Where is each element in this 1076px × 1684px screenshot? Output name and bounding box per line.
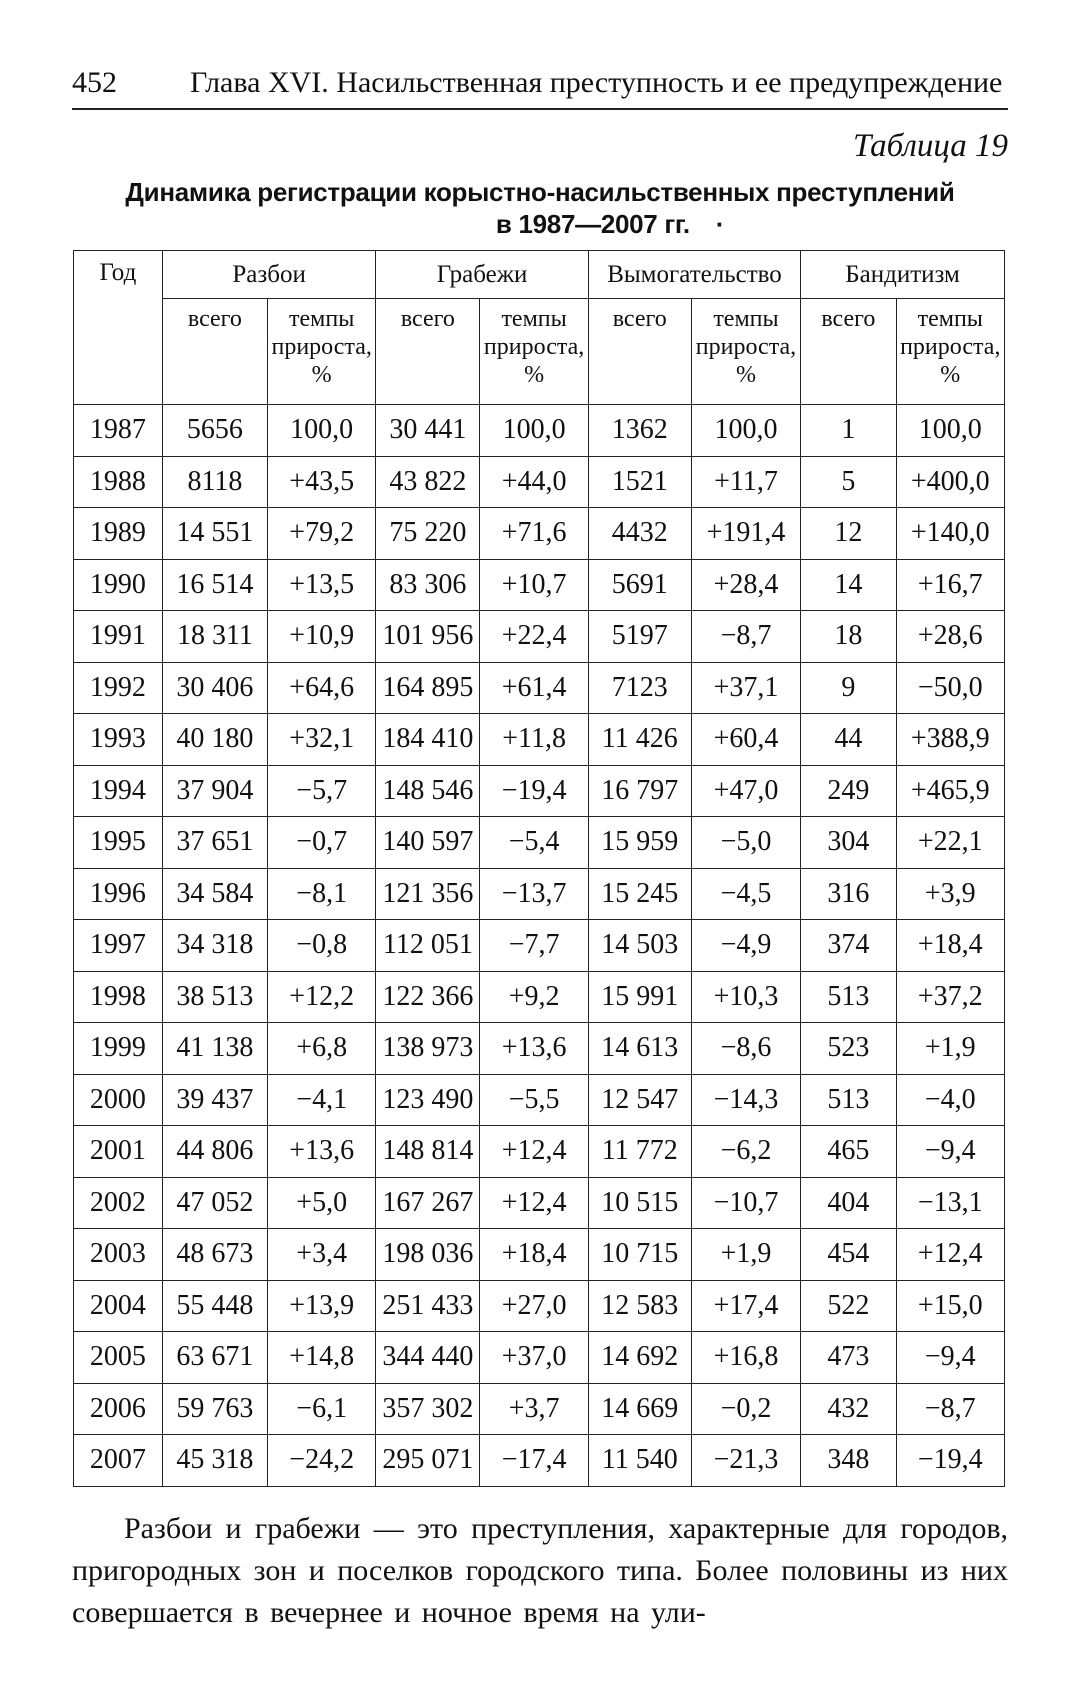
value-cell: 16 514 bbox=[162, 559, 267, 611]
value-cell: 100,0 bbox=[267, 405, 375, 457]
value-cell: +13,6 bbox=[267, 1126, 375, 1178]
group-header-banditry: Бандитизм bbox=[801, 251, 1005, 299]
value-cell: 5656 bbox=[162, 405, 267, 457]
value-cell: +191,4 bbox=[691, 508, 800, 560]
group-header-robbery: Разбои bbox=[162, 251, 376, 299]
value-cell: +27,0 bbox=[480, 1280, 588, 1332]
value-cell: 1 bbox=[801, 405, 896, 457]
value-cell: 10 715 bbox=[588, 1229, 691, 1281]
value-cell: +12,4 bbox=[480, 1126, 588, 1178]
value-cell: 10 515 bbox=[588, 1177, 691, 1229]
value-cell: 5 bbox=[801, 456, 896, 508]
value-cell: +10,3 bbox=[691, 971, 800, 1023]
value-cell: 100,0 bbox=[896, 405, 1004, 457]
value-cell: 14 669 bbox=[588, 1383, 691, 1435]
table-title-line2: в 1987—2007 гг. bbox=[495, 209, 690, 239]
value-cell: +465,9 bbox=[896, 765, 1004, 817]
chapter-running-head: Глава XVI. Насильственная преступность и ее предупреждение bbox=[190, 66, 1003, 99]
year-cell: 1995 bbox=[74, 817, 163, 869]
table-row bbox=[74, 1332, 1005, 1384]
value-cell: 59 763 bbox=[162, 1383, 267, 1435]
value-cell: +17,4 bbox=[691, 1280, 800, 1332]
value-cell: −50,0 bbox=[896, 662, 1004, 714]
year-cell: 1996 bbox=[74, 868, 163, 920]
value-cell: 15 245 bbox=[588, 868, 691, 920]
value-cell: 5691 bbox=[588, 559, 691, 611]
year-cell: 2001 bbox=[74, 1126, 163, 1178]
table-row bbox=[74, 765, 1005, 817]
value-cell: 123 490 bbox=[376, 1074, 480, 1126]
value-cell: 374 bbox=[801, 920, 896, 972]
value-cell: 44 bbox=[801, 714, 896, 766]
value-cell: −17,4 bbox=[480, 1435, 588, 1487]
value-cell: +400,0 bbox=[896, 456, 1004, 508]
value-cell: +60,4 bbox=[691, 714, 800, 766]
value-cell: 11 540 bbox=[588, 1435, 691, 1487]
value-cell: −7,7 bbox=[480, 920, 588, 972]
table-row bbox=[74, 662, 1005, 714]
value-cell: −8,1 bbox=[267, 868, 375, 920]
value-cell: 148 814 bbox=[376, 1126, 480, 1178]
value-cell: 9 bbox=[801, 662, 896, 714]
year-cell: 1989 bbox=[74, 508, 163, 560]
value-cell: 112 051 bbox=[376, 920, 480, 972]
table-title bbox=[72, 176, 1008, 240]
value-cell: +12,4 bbox=[896, 1229, 1004, 1281]
value-cell: −5,5 bbox=[480, 1074, 588, 1126]
value-cell: 316 bbox=[801, 868, 896, 920]
table-row bbox=[74, 1177, 1005, 1229]
group-header-theft: Грабежи bbox=[376, 251, 588, 299]
year-cell: 2002 bbox=[74, 1177, 163, 1229]
value-cell: 121 356 bbox=[376, 868, 480, 920]
value-cell: 100,0 bbox=[691, 405, 800, 457]
value-cell: −24,2 bbox=[267, 1435, 375, 1487]
table-row bbox=[74, 456, 1005, 508]
value-cell: +3,9 bbox=[896, 868, 1004, 920]
year-cell: 1992 bbox=[74, 662, 163, 714]
value-cell: 48 673 bbox=[162, 1229, 267, 1281]
value-cell: 522 bbox=[801, 1280, 896, 1332]
table-title-line2-wrap bbox=[72, 208, 1008, 240]
value-cell: 7123 bbox=[588, 662, 691, 714]
value-cell: +140,0 bbox=[896, 508, 1004, 560]
value-cell: −19,4 bbox=[896, 1435, 1004, 1487]
value-cell: 513 bbox=[801, 971, 896, 1023]
year-cell: 1999 bbox=[74, 1023, 163, 1075]
value-cell: +10,7 bbox=[480, 559, 588, 611]
value-cell: 44 806 bbox=[162, 1126, 267, 1178]
value-cell: +16,7 bbox=[896, 559, 1004, 611]
value-cell: 348 bbox=[801, 1435, 896, 1487]
value-cell: 100,0 bbox=[480, 405, 588, 457]
value-cell: 34 318 bbox=[162, 920, 267, 972]
value-cell: +15,0 bbox=[896, 1280, 1004, 1332]
table-row bbox=[74, 559, 1005, 611]
year-cell: 1987 bbox=[74, 405, 163, 457]
value-cell: +47,0 bbox=[691, 765, 800, 817]
table-row bbox=[74, 1435, 1005, 1487]
subheader-growth: темпы прироста, % bbox=[267, 299, 375, 405]
table-row bbox=[74, 1023, 1005, 1075]
value-cell: −8,7 bbox=[896, 1383, 1004, 1435]
value-cell: −10,7 bbox=[691, 1177, 800, 1229]
year-cell: 1991 bbox=[74, 611, 163, 663]
value-cell: 1362 bbox=[588, 405, 691, 457]
table-row bbox=[74, 971, 1005, 1023]
value-cell: +37,2 bbox=[896, 971, 1004, 1023]
value-cell: 18 bbox=[801, 611, 896, 663]
value-cell: −0,7 bbox=[267, 817, 375, 869]
value-cell: −0,8 bbox=[267, 920, 375, 972]
value-cell: 30 441 bbox=[376, 405, 480, 457]
value-cell: 40 180 bbox=[162, 714, 267, 766]
value-cell: −21,3 bbox=[691, 1435, 800, 1487]
subheader-total: всего bbox=[588, 299, 691, 405]
group-header-extortion: Вымогательство bbox=[588, 251, 800, 299]
value-cell: 404 bbox=[801, 1177, 896, 1229]
year-cell: 2007 bbox=[74, 1435, 163, 1487]
value-cell: +5,0 bbox=[267, 1177, 375, 1229]
value-cell: 41 138 bbox=[162, 1023, 267, 1075]
value-cell: 14 503 bbox=[588, 920, 691, 972]
value-cell: 473 bbox=[801, 1332, 896, 1384]
value-cell: +18,4 bbox=[896, 920, 1004, 972]
value-cell: 4432 bbox=[588, 508, 691, 560]
year-cell: 1993 bbox=[74, 714, 163, 766]
value-cell: 30 406 bbox=[162, 662, 267, 714]
value-cell: −5,7 bbox=[267, 765, 375, 817]
subheader-growth: темпы прироста, % bbox=[480, 299, 588, 405]
value-cell: +37,1 bbox=[691, 662, 800, 714]
value-cell: +11,8 bbox=[480, 714, 588, 766]
value-cell: 75 220 bbox=[376, 508, 480, 560]
year-header: Год bbox=[74, 251, 163, 405]
value-cell: +16,8 bbox=[691, 1332, 800, 1384]
value-cell: −9,4 bbox=[896, 1126, 1004, 1178]
value-cell: +3,4 bbox=[267, 1229, 375, 1281]
value-cell: −5,0 bbox=[691, 817, 800, 869]
subheader-growth: темпы прироста, % bbox=[691, 299, 800, 405]
year-cell: 2005 bbox=[74, 1332, 163, 1384]
year-cell: 1998 bbox=[74, 971, 163, 1023]
value-cell: −14,3 bbox=[691, 1074, 800, 1126]
value-cell: 122 366 bbox=[376, 971, 480, 1023]
value-cell: 12 bbox=[801, 508, 896, 560]
running-header bbox=[72, 58, 1008, 110]
value-cell: 15 991 bbox=[588, 971, 691, 1023]
value-cell: −8,7 bbox=[691, 611, 800, 663]
value-cell: −6,1 bbox=[267, 1383, 375, 1435]
value-cell: 1521 bbox=[588, 456, 691, 508]
table-row bbox=[74, 714, 1005, 766]
value-cell: 12 547 bbox=[588, 1074, 691, 1126]
year-cell: 1988 bbox=[74, 456, 163, 508]
subheader-growth: темпы прироста, % bbox=[896, 299, 1004, 405]
value-cell: 344 440 bbox=[376, 1332, 480, 1384]
value-cell: −4,0 bbox=[896, 1074, 1004, 1126]
value-cell: 198 036 bbox=[376, 1229, 480, 1281]
value-cell: 101 956 bbox=[376, 611, 480, 663]
table-row bbox=[74, 508, 1005, 560]
page-number: 452 bbox=[72, 66, 117, 99]
value-cell: −6,2 bbox=[691, 1126, 800, 1178]
table-row bbox=[74, 405, 1005, 457]
value-cell: −13,1 bbox=[896, 1177, 1004, 1229]
value-cell: 148 546 bbox=[376, 765, 480, 817]
value-cell: −4,9 bbox=[691, 920, 800, 972]
value-cell: 12 583 bbox=[588, 1280, 691, 1332]
body-paragraph-wrap bbox=[72, 1508, 1008, 1634]
value-cell: +388,9 bbox=[896, 714, 1004, 766]
value-cell: 38 513 bbox=[162, 971, 267, 1023]
value-cell: +61,4 bbox=[480, 662, 588, 714]
value-cell: 14 613 bbox=[588, 1023, 691, 1075]
value-cell: 14 bbox=[801, 559, 896, 611]
table-row bbox=[74, 1383, 1005, 1435]
value-cell: +12,4 bbox=[480, 1177, 588, 1229]
year-cell: 1997 bbox=[74, 920, 163, 972]
value-cell: 14 692 bbox=[588, 1332, 691, 1384]
value-cell: 16 797 bbox=[588, 765, 691, 817]
value-cell: +79,2 bbox=[267, 508, 375, 560]
value-cell: +13,9 bbox=[267, 1280, 375, 1332]
value-cell: 43 822 bbox=[376, 456, 480, 508]
value-cell: 63 671 bbox=[162, 1332, 267, 1384]
value-cell: 167 267 bbox=[376, 1177, 480, 1229]
value-cell: 184 410 bbox=[376, 714, 480, 766]
year-cell: 2004 bbox=[74, 1280, 163, 1332]
value-cell: −5,4 bbox=[480, 817, 588, 869]
value-cell: +11,7 bbox=[691, 456, 800, 508]
value-cell: +71,6 bbox=[480, 508, 588, 560]
value-cell: −0,2 bbox=[691, 1383, 800, 1435]
table-title-line1: Динамика регистрации корыстно-насильственных преступлений bbox=[125, 177, 955, 207]
value-cell: 83 306 bbox=[376, 559, 480, 611]
value-cell: 251 433 bbox=[376, 1280, 480, 1332]
value-cell: 55 448 bbox=[162, 1280, 267, 1332]
value-cell: 164 895 bbox=[376, 662, 480, 714]
value-cell: +13,5 bbox=[267, 559, 375, 611]
value-cell: −8,6 bbox=[691, 1023, 800, 1075]
table-row bbox=[74, 611, 1005, 663]
value-cell: 11 426 bbox=[588, 714, 691, 766]
table-row bbox=[74, 1074, 1005, 1126]
subheader-total: всего bbox=[376, 299, 480, 405]
table-row bbox=[74, 1229, 1005, 1281]
value-cell: 432 bbox=[801, 1383, 896, 1435]
value-cell: −4,1 bbox=[267, 1074, 375, 1126]
table-row bbox=[74, 817, 1005, 869]
year-cell: 2000 bbox=[74, 1074, 163, 1126]
value-cell: +32,1 bbox=[267, 714, 375, 766]
value-cell: −19,4 bbox=[480, 765, 588, 817]
value-cell: 37 651 bbox=[162, 817, 267, 869]
value-cell: +28,4 bbox=[691, 559, 800, 611]
subheader-total: всего bbox=[162, 299, 267, 405]
value-cell: 18 311 bbox=[162, 611, 267, 663]
body-paragraph: Разбои и грабежи — это преступления, характерные для городов, пригородных зон и поселков городского типа. Более половины из них совершается в вечернее и ночное время на ули- bbox=[72, 1512, 1008, 1629]
value-cell: 523 bbox=[801, 1023, 896, 1075]
value-cell: −9,4 bbox=[896, 1332, 1004, 1384]
value-cell: 140 597 bbox=[376, 817, 480, 869]
value-cell: 15 959 bbox=[588, 817, 691, 869]
table-number: Таблица 19 bbox=[853, 128, 1008, 164]
year-cell: 1994 bbox=[74, 765, 163, 817]
value-cell: +22,1 bbox=[896, 817, 1004, 869]
value-cell: +37,0 bbox=[480, 1332, 588, 1384]
value-cell: +28,6 bbox=[896, 611, 1004, 663]
value-cell: +22,4 bbox=[480, 611, 588, 663]
value-cell: +43,5 bbox=[267, 456, 375, 508]
value-cell: 465 bbox=[801, 1126, 896, 1178]
value-cell: +9,2 bbox=[480, 971, 588, 1023]
value-cell: +1,9 bbox=[691, 1229, 800, 1281]
value-cell: +6,8 bbox=[267, 1023, 375, 1075]
value-cell: 295 071 bbox=[376, 1435, 480, 1487]
value-cell: 5197 bbox=[588, 611, 691, 663]
value-cell: +64,6 bbox=[267, 662, 375, 714]
title-mark: · bbox=[715, 209, 725, 239]
value-cell: 11 772 bbox=[588, 1126, 691, 1178]
value-cell: 138 973 bbox=[376, 1023, 480, 1075]
table-body bbox=[74, 405, 1005, 1487]
year-cell: 2006 bbox=[74, 1383, 163, 1435]
table-row bbox=[74, 1280, 1005, 1332]
value-cell: −13,7 bbox=[480, 868, 588, 920]
value-cell: +12,2 bbox=[267, 971, 375, 1023]
value-cell: +14,8 bbox=[267, 1332, 375, 1384]
value-cell: 454 bbox=[801, 1229, 896, 1281]
value-cell: 37 904 bbox=[162, 765, 267, 817]
value-cell: 47 052 bbox=[162, 1177, 267, 1229]
value-cell: 8118 bbox=[162, 456, 267, 508]
crime-statistics-table bbox=[73, 250, 1005, 1487]
value-cell: 34 584 bbox=[162, 868, 267, 920]
value-cell: 513 bbox=[801, 1074, 896, 1126]
value-cell: +3,7 bbox=[480, 1383, 588, 1435]
value-cell: 304 bbox=[801, 817, 896, 869]
year-cell: 1990 bbox=[74, 559, 163, 611]
value-cell: −4,5 bbox=[691, 868, 800, 920]
value-cell: +18,4 bbox=[480, 1229, 588, 1281]
value-cell: +10,9 bbox=[267, 611, 375, 663]
value-cell: 357 302 bbox=[376, 1383, 480, 1435]
value-cell: +13,6 bbox=[480, 1023, 588, 1075]
table-row bbox=[74, 868, 1005, 920]
value-cell: 39 437 bbox=[162, 1074, 267, 1126]
subheader-total: всего bbox=[801, 299, 896, 405]
value-cell: 45 318 bbox=[162, 1435, 267, 1487]
value-cell: +1,9 bbox=[896, 1023, 1004, 1075]
table-row bbox=[74, 920, 1005, 972]
value-cell: 249 bbox=[801, 765, 896, 817]
value-cell: +44,0 bbox=[480, 456, 588, 508]
value-cell: 14 551 bbox=[162, 508, 267, 560]
table-row bbox=[74, 1126, 1005, 1178]
year-cell: 2003 bbox=[74, 1229, 163, 1281]
